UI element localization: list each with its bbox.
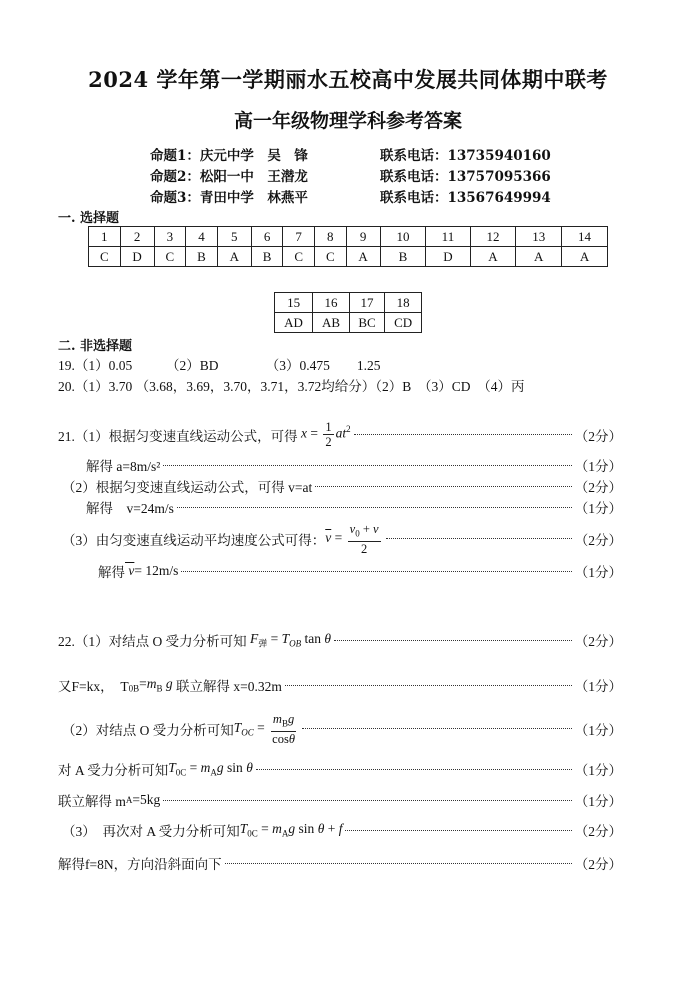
q22-rest-5: =5kg bbox=[132, 792, 161, 807]
table-cell: 9 bbox=[346, 227, 380, 247]
table-cell: C bbox=[89, 247, 121, 267]
table-cell: 3 bbox=[154, 227, 186, 247]
formula-a-balance: $T_{0C} = m_Ag$ sin θ bbox=[168, 760, 253, 778]
table-cell: 10 bbox=[380, 227, 426, 247]
table-cell: 2 bbox=[120, 227, 154, 247]
table-cell: A bbox=[346, 247, 380, 267]
document-title: 2024 学年第一学期丽水五校高中发展共同体期中联考 bbox=[88, 67, 608, 92]
q21-text-6: 解得 bbox=[98, 565, 125, 580]
author-3: 命题3：青田中学 林燕平 bbox=[150, 190, 308, 206]
q21-line-1 bbox=[58, 420, 622, 449]
leader-dots bbox=[386, 538, 572, 539]
q21-text-3: （2）根据匀变速直线运动公式，可得 v=at bbox=[62, 480, 313, 495]
score: （2分） bbox=[574, 857, 622, 872]
leader-dots bbox=[302, 728, 572, 729]
q22-line-1 bbox=[58, 630, 622, 650]
table-cell: 14 bbox=[562, 227, 608, 247]
table-cell: AD bbox=[275, 313, 313, 333]
score: （1分） bbox=[574, 794, 622, 809]
score: （1分） bbox=[574, 501, 622, 516]
table-cell: D bbox=[426, 247, 470, 267]
section-non-choice: 二. 非选择题 bbox=[58, 339, 133, 354]
table-row bbox=[275, 313, 422, 333]
q21-line-3 bbox=[62, 476, 622, 496]
table-cell: B bbox=[251, 247, 283, 267]
avg-v-symbol: v bbox=[125, 563, 135, 578]
q22-line-4 bbox=[58, 759, 622, 779]
table-cell: A bbox=[562, 247, 608, 267]
table-cell: C bbox=[314, 247, 346, 267]
leader-dots bbox=[163, 465, 571, 466]
answer-table-2 bbox=[274, 292, 422, 333]
score: （1分） bbox=[574, 722, 622, 738]
q22-text-1: 22.（1）对结点 O 受力分析可知 bbox=[58, 634, 247, 649]
document-subtitle: 高一年级物理学科参考答案 bbox=[233, 110, 462, 132]
table-cell: CD bbox=[385, 313, 422, 333]
table-cell: D bbox=[120, 247, 154, 267]
table-row bbox=[89, 247, 608, 267]
table-row bbox=[89, 227, 608, 247]
score: （1分） bbox=[574, 459, 622, 474]
table-cell: 18 bbox=[385, 293, 422, 313]
table-cell: 6 bbox=[251, 227, 283, 247]
leader-dots bbox=[181, 571, 571, 572]
table-cell: 7 bbox=[283, 227, 315, 247]
answer-table-1 bbox=[88, 226, 608, 267]
table-cell: 13 bbox=[516, 227, 562, 247]
leader-dots bbox=[163, 800, 571, 801]
table-cell: AB bbox=[313, 313, 350, 333]
answer-20: 20.（1）3.70 （3.68，3.69，3.70，3.71，3.72均给分）（2）B （3）CD （4）丙 bbox=[58, 379, 525, 394]
leader-dots bbox=[225, 863, 572, 864]
author-1-contact: 联系电话：13735940160 bbox=[380, 148, 551, 164]
table-cell: 4 bbox=[186, 227, 218, 247]
answer-19: 19.（1）0.05 （2）BD （3）0.475 1.25 bbox=[58, 358, 381, 373]
author-2-contact: 联系电话：13757095366 bbox=[380, 169, 551, 185]
q22-line-3 bbox=[62, 712, 622, 746]
table-cell: 16 bbox=[313, 293, 350, 313]
q21-value-6: = 12m/s bbox=[134, 563, 179, 578]
score: （1分） bbox=[574, 763, 622, 778]
score: （2分） bbox=[574, 428, 622, 444]
formula-average-velocity: $\overline{v}$ = $\frac{v_0 + v}{2}$ bbox=[325, 522, 379, 556]
table-cell: C bbox=[154, 247, 186, 267]
formula-tension-ob: $_{0B}=m_B$ g bbox=[128, 676, 173, 694]
author-2: 命题2：松阳一中 王潜龙 bbox=[150, 169, 308, 185]
formula-displacement: x = $\frac{1}{2}$ $at^2$ bbox=[301, 420, 351, 449]
q21-line-5 bbox=[62, 522, 622, 556]
table-cell: 8 bbox=[314, 227, 346, 247]
table-cell: C bbox=[283, 247, 315, 267]
table-cell: 11 bbox=[426, 227, 470, 247]
q22-text-6: （3） 再次对 A 受力分析可知 bbox=[62, 824, 240, 839]
table-cell: BC bbox=[349, 313, 384, 333]
q21-line-2 bbox=[86, 455, 622, 475]
q22-line-2 bbox=[58, 675, 622, 695]
table-cell: A bbox=[217, 247, 251, 267]
q22-text-7: 解得f=8N，方向沿斜面向下 bbox=[58, 857, 222, 872]
table-cell: B bbox=[186, 247, 218, 267]
table-cell: 17 bbox=[349, 293, 384, 313]
table-cell: 15 bbox=[275, 293, 313, 313]
score: （2分） bbox=[574, 480, 622, 495]
q22-text-2: 又F=kx， T bbox=[58, 679, 129, 694]
formula-a-friction: $T_{0C} = m_Ag$ sin θ + f bbox=[239, 821, 343, 839]
section-choice: 一. 选择题 bbox=[58, 211, 120, 226]
table-cell: B bbox=[380, 247, 426, 267]
leader-dots bbox=[177, 507, 572, 508]
q22-text-5: 联立解得 m bbox=[58, 794, 126, 809]
q22-rest-2: 联立解得 x=0.32m bbox=[176, 679, 282, 694]
table-cell: A bbox=[516, 247, 562, 267]
q22-line-7 bbox=[58, 853, 622, 873]
q21-line-4 bbox=[86, 497, 622, 517]
table-cell: 5 bbox=[217, 227, 251, 247]
q22-text-3: （2）对结点 O 受力分析可知 bbox=[62, 722, 234, 738]
leader-dots bbox=[334, 640, 572, 641]
q21-line-6 bbox=[98, 561, 622, 581]
leader-dots bbox=[315, 486, 572, 487]
table-cell: 1 bbox=[89, 227, 121, 247]
score: （2分） bbox=[574, 532, 622, 548]
q21-text-4: 解得 v=24m/s bbox=[86, 501, 174, 516]
score: （1分） bbox=[574, 565, 622, 580]
table-row bbox=[275, 293, 422, 313]
q21-text-1: 21.（1）根据匀变速直线运动公式，可得 bbox=[58, 428, 298, 444]
formula-spring-force: $F_弹 = T_{OB}$ tan θ bbox=[250, 630, 332, 649]
leader-dots bbox=[354, 434, 572, 435]
q22-line-6 bbox=[62, 820, 622, 840]
table-cell: 12 bbox=[470, 227, 516, 247]
formula-tension-oc: $T_{OC}$ = $\frac{m_Bg}{\cos\theta}$ bbox=[233, 712, 295, 746]
score: （1分） bbox=[574, 679, 622, 694]
q21-text-5: （3）由匀变速直线运动平均速度公式可得： bbox=[62, 532, 326, 548]
table-cell: A bbox=[470, 247, 516, 267]
leader-dots bbox=[256, 769, 572, 770]
subscript-a: A bbox=[125, 795, 133, 805]
q22-text-4: 对 A 受力分析可知 bbox=[58, 763, 169, 778]
author-3-contact: 联系电话：13567649994 bbox=[380, 190, 551, 206]
author-1: 命题1：庆元中学 吴 锋 bbox=[150, 148, 308, 164]
score: （2分） bbox=[574, 824, 622, 839]
score: （2分） bbox=[574, 634, 622, 649]
leader-dots bbox=[345, 830, 571, 831]
q21-text-2: 解得 a=8m/s² bbox=[86, 459, 161, 474]
q22-line-5 bbox=[58, 790, 622, 810]
leader-dots bbox=[285, 685, 572, 686]
